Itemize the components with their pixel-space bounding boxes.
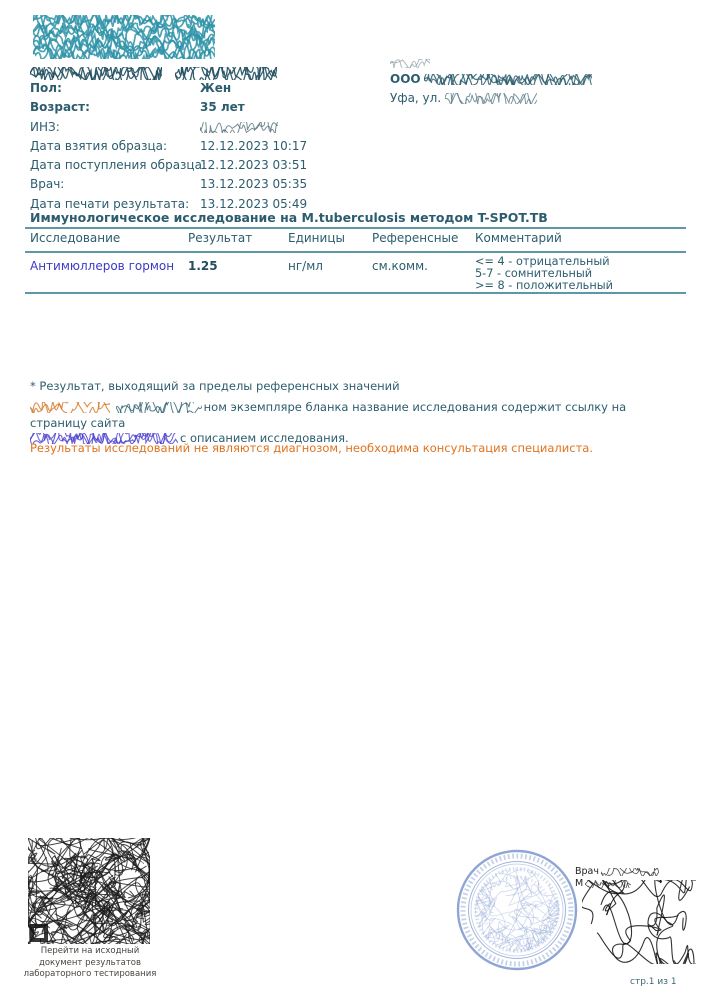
electronic-note-text1: ном экземпляре бланка название исследования содержит ссылку на страницу сайта: [30, 400, 627, 430]
stamp-inner-texture: [475, 868, 559, 952]
doctor-title-line: [575, 866, 659, 878]
qr-caption-link[interactable]: [6, 946, 174, 981]
word-stem-redacted: [116, 402, 202, 413]
patient-row-inz: [30, 118, 410, 137]
org-address-prefix: Уфа, ул.: [390, 91, 442, 105]
field-value: 12.12.2023 03:51: [200, 158, 308, 173]
doctor-initial-prefix: М: [575, 878, 584, 889]
analyte-link[interactable]: Антимюллеров гормон: [30, 259, 175, 273]
org-address-line: [390, 89, 592, 108]
org-address-redacted: [445, 93, 537, 104]
patient-row-age: [30, 98, 410, 117]
col-header-reference: Референсные: [372, 231, 459, 245]
col-header-comment: Комментарий: [475, 231, 562, 245]
inz-scribble: [200, 122, 278, 133]
field-value: 13.12.2023 05:35: [200, 177, 308, 192]
qr-caption-line: документ результатов: [38, 957, 142, 968]
field-label: Дата печати результата:: [30, 196, 190, 211]
org-prefix: ООО: [390, 72, 421, 86]
qr-caption-line: Перейти на исходный: [40, 946, 140, 956]
field-label: Возраст:: [30, 100, 90, 115]
comment-line: 5-7 - сомнительный: [475, 266, 593, 280]
stamp-scribble: [475, 868, 559, 952]
electronic-note-line1: [30, 400, 680, 431]
inz-value-redacted: [200, 118, 278, 137]
result-comment: [475, 256, 613, 291]
col-header-units: Единицы: [288, 231, 345, 245]
field-label: Врач:: [30, 177, 65, 192]
doctor-prefix: Врач: [575, 866, 599, 877]
col-header-study: Исследование: [30, 231, 121, 245]
patient-row-sex: [30, 79, 410, 98]
org-code-redacted: [390, 56, 592, 70]
section-title: Иммунологическое исследование на M.tuberculosis методом T-SPOT.TB: [30, 210, 548, 225]
patient-row-sample-received: [30, 156, 410, 175]
field-value: 35 лет: [200, 100, 245, 115]
result-reference: см.комм.: [372, 259, 428, 273]
table-rule-header: [25, 251, 686, 253]
doctor-name-redacted: [601, 868, 659, 876]
comment-line: <= 4 - отрицательный: [475, 255, 610, 268]
qr-finder-pattern: [30, 924, 48, 942]
field-label: Дата взятия образца:: [30, 138, 168, 153]
result-units: нг/мл: [288, 259, 323, 273]
comment-line: >= 8 - положительный: [475, 278, 613, 292]
electronic-copy-note: [30, 400, 680, 447]
qr-caption-line: лабораторного тестирования: [23, 969, 157, 980]
col-header-result: Результат: [188, 231, 253, 245]
electronic-note-text2: с описанием исследования.: [180, 431, 349, 445]
org-name-line: [390, 70, 592, 89]
organization-block: [390, 56, 592, 108]
field-label: Пол:: [30, 81, 62, 95]
qr-code-redacted[interactable]: [28, 838, 150, 944]
field-value: Жен: [200, 81, 232, 95]
not-a-diagnosis-disclaimer: Результаты исследований не являются диагнозом, необходима консультация специалиста.: [30, 441, 593, 455]
field-label: Дата поступления образца:: [30, 158, 206, 173]
table-rule-bottom: [25, 292, 686, 294]
patient-row-sample-taken: [30, 137, 410, 156]
field-value: 13.12.2023 05:49: [200, 196, 308, 211]
org-name-redacted: [424, 74, 592, 85]
patient-row-doctor: [30, 175, 410, 194]
clinic-logo-redacted: [33, 15, 215, 59]
attention-word-redacted: [30, 402, 110, 413]
result-value: 1.25: [188, 259, 218, 273]
doctor-signature: [582, 880, 696, 964]
table-rule-top: [25, 227, 686, 229]
page-indicator: стр.1 из 1: [630, 977, 677, 987]
field-value: 12.12.2023 10:17: [200, 138, 308, 153]
field-label: ИНЗ:: [30, 119, 60, 134]
patient-info-block: [30, 79, 410, 214]
reference-footnote: * Результат, выходящий за пределы референсных значений: [30, 379, 400, 393]
org-code-scribble: [390, 59, 430, 68]
organization-stamp: [455, 848, 579, 972]
